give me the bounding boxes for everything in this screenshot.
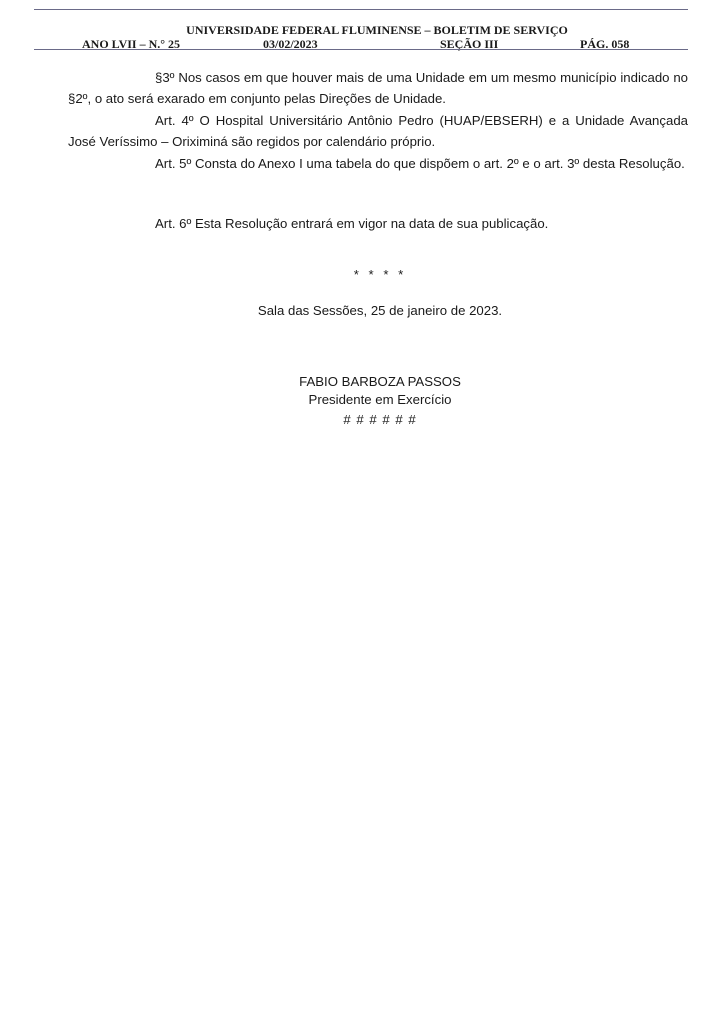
signatory-role: Presidente em Exercício (308, 392, 452, 407)
separator-stars: * * * * (353, 267, 407, 282)
article-5: Art. 5º Consta do Anexo I uma tabela do que dispõem o art. 2º e o art. 3º desta Resolução. (155, 156, 685, 171)
paragraph-3: §3º Nos casos em que houver mais de uma Unidade em um mesmo município indicado no §2º, o ato será exarado em conjunto pelas Direções de Unidade. (68, 70, 688, 106)
location-date: Sala das Sessões, 25 de janeiro de 2023. (257, 303, 503, 318)
end-mark: # # # # # # (343, 412, 417, 427)
article-6: Art. 6º Esta Resolução entrará em vigor na data de sua publicação. (155, 216, 549, 231)
header-bottom-rule (34, 49, 688, 50)
page-number: PÁG. 058 (580, 37, 630, 51)
section-label: SEÇÃO III (440, 37, 499, 51)
bulletin-title: UNIVERSIDADE FEDERAL FLUMINENSE – BOLETIM DE SERVIÇO (186, 23, 568, 37)
issue-date: 03/02/2023 (263, 37, 318, 51)
article-4: Art. 4º O Hospital Universitário Antônio Pedro (HUAP/EBSERH) e a Unidade Avançada José Veríssimo – Oriximiná são regidos por calendário próprio. (68, 113, 688, 149)
signatory-name: FABIO BARBOZA PASSOS (299, 374, 461, 389)
issue-number: ANO LVII – N.° 25 (82, 37, 181, 51)
header-top-rule (34, 9, 688, 10)
